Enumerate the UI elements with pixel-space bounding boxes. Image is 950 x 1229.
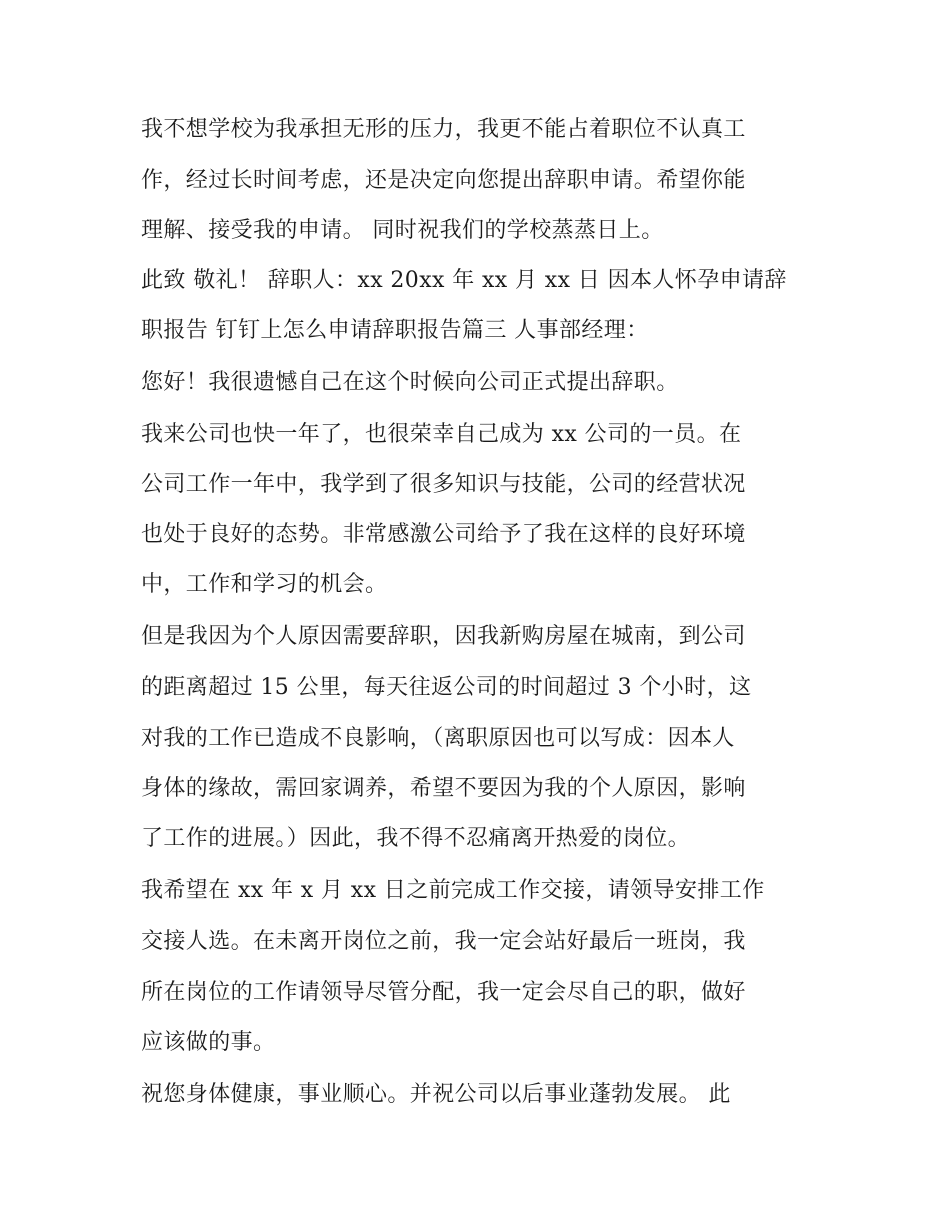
- text-line: 我希望在 xx 年 x 月 xx 日之前完成工作交接，请领导安排工作: [141, 878, 765, 903]
- text-line: 此致 敬礼！ 辞职人：xx 20xx 年 xx 月 xx 日 因本人怀孕申请辞: [141, 268, 787, 293]
- text-line: 职报告 钉钉上怎么申请辞职报告篇三 人事部经理：: [141, 318, 649, 343]
- text-line: 身体的缘故，需回家调养，希望不要因为我的个人原因，影响: [141, 776, 746, 801]
- text-line: 作，经过长时间考虑，还是决定向您提出辞职申请。希望你能: [141, 168, 746, 193]
- text-line: 祝您身体健康，事业顺心。并祝公司以后事业蓬勃发展。 此: [141, 1082, 731, 1107]
- text-line: 公司工作一年中，我学到了很多知识与技能，公司的经营状况: [141, 472, 746, 497]
- text-line: 但是我因为个人原因需要辞职，因我新购房屋在城南，到公司: [141, 624, 746, 649]
- text-line: 我来公司也快一年了，也很荣幸自己成为 xx 公司的一员。在: [141, 422, 742, 447]
- text-line: 也处于良好的态势。非常感激公司给予了我在这样的良好环境: [141, 522, 746, 547]
- text-line: 您好！我很遗憾自己在这个时候向公司正式提出辞职。: [141, 370, 679, 395]
- text-line: 的距离超过 15 公里，每天往返公司的时间超过 3 个小时，这: [141, 675, 752, 700]
- text-line: 中，工作和学习的机会。: [141, 572, 388, 597]
- text-line: 交接人选。在未离开岗位之前，我一定会站好最后一班岗，我: [141, 929, 746, 954]
- text-line: 理解、接受我的申请。 同时祝我们的学校蒸蒸日上。: [141, 218, 664, 243]
- text-line: 对我的工作已造成不良影响，（离职原因也可以写成：因本人: [141, 726, 735, 751]
- text-line: 我不想学校为我承担无形的压力，我更不能占着职位不认真工: [141, 117, 746, 142]
- text-line: 了工作的进展。）因此，我不得不忍痛离开热爱的岗位。: [141, 826, 691, 851]
- text-line: 应该做的事。: [141, 1030, 276, 1055]
- text-line: 所在岗位的工作请领导尽管分配，我一定会尽自己的职，做好: [141, 980, 746, 1005]
